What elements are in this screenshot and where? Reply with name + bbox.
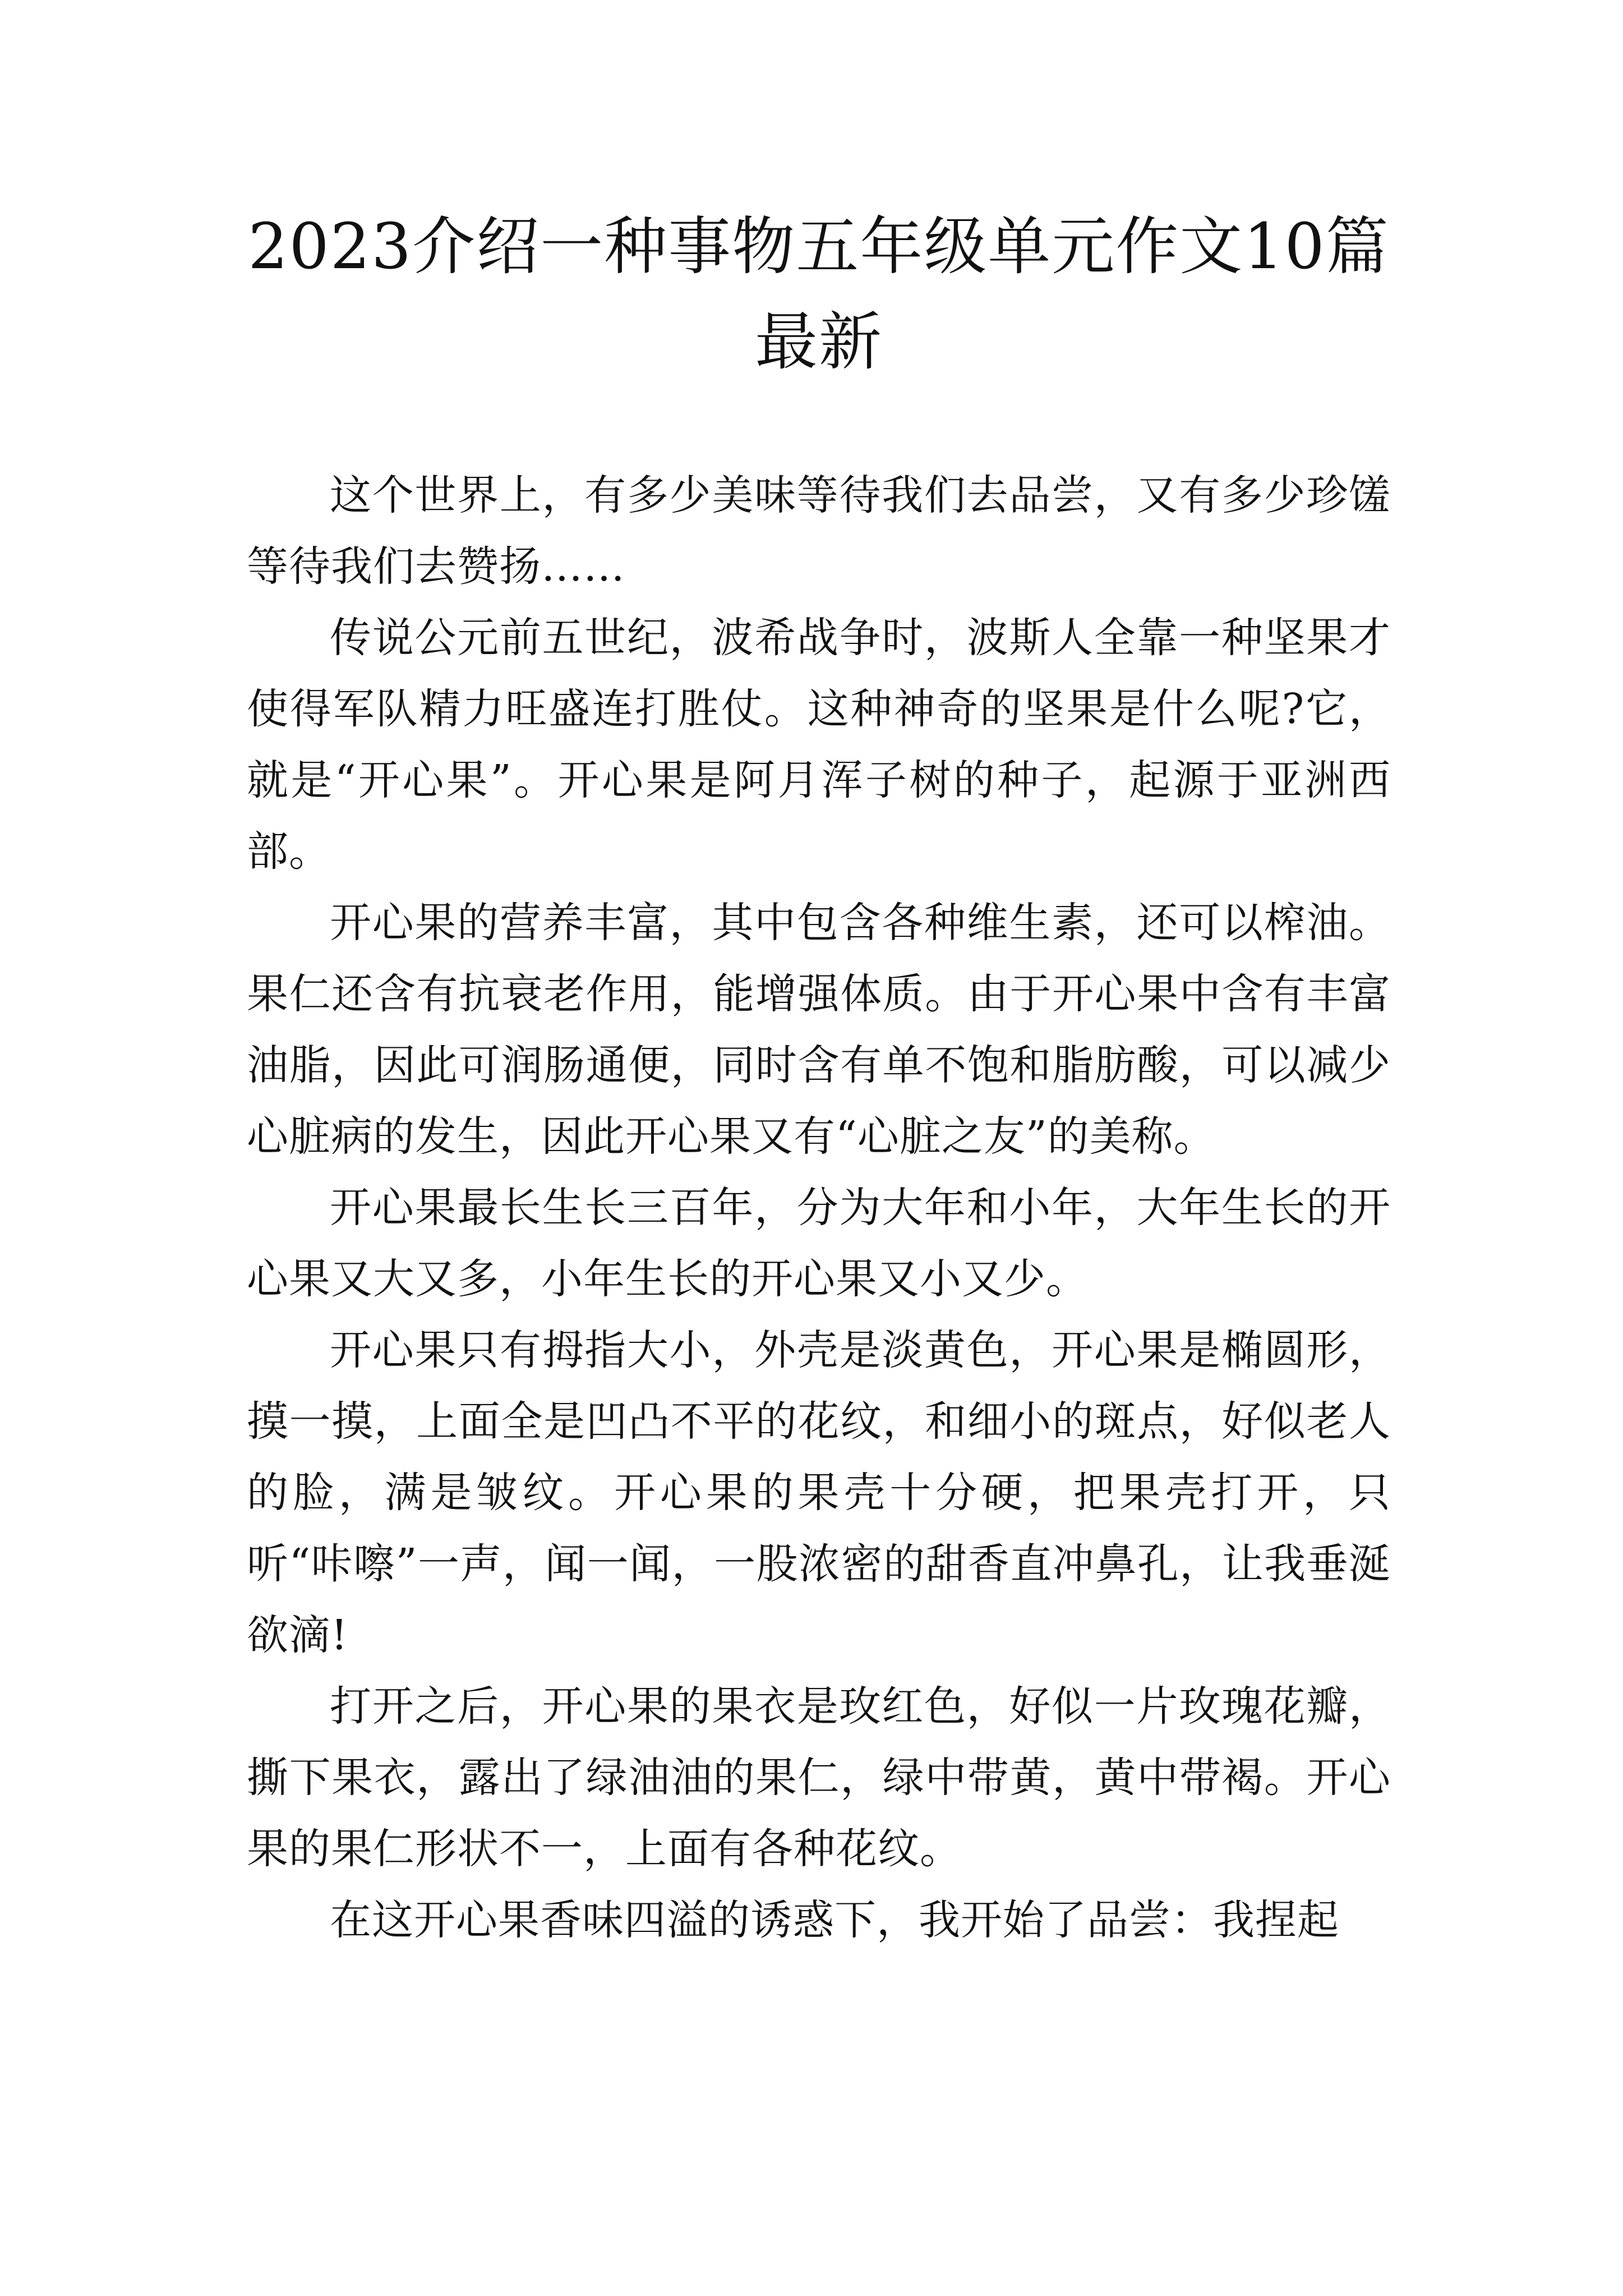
paragraph: 开心果最长生长三百年，分为大年和小年，大年生长的开心果又大又多，小年生长的开心果又小又少。: [247, 1184, 1391, 1303]
paragraph: 开心果只有拇指大小，外壳是淡黄色，开心果是椭圆形，摸一摸，上面全是凹凸不平的花纹，和细小的斑点，好似老人的脸，满是皱纹。开心果的果壳十分硬，把果壳打开，只听“咔嚓”一声，闻一闻，一股浓密的甜香直冲鼻孔，让我垂涎欲滴!: [247, 1326, 1391, 1659]
paragraph: 开心果的营养丰富，其中包含各种维生素，还可以榨油。果仁还含有抗衰老作用，能增强体质。由于开心果中含有丰富油脂，因此可润肠通便，同时含有单不饱和脂肪酸，可以减少心脏病的发生，因此开心果又有“心脏之友”的美称。: [247, 899, 1391, 1161]
paragraph: 传说公元前五世纪，波希战争时，波斯人全靠一种坚果才使得军队精力旺盛连打胜仗。这种神奇的坚果是什么呢?它，就是“开心果”。开心果是阿月浑子树的种子，起源于亚洲西部。: [247, 614, 1391, 876]
paragraph: 这个世界上，有多少美味等待我们去品尝，又有多少珍馐等待我们去赞扬……: [247, 471, 1391, 591]
document-body: [247, 460, 1391, 1956]
paragraph: 打开之后，开心果的果衣是玫红色，好似一片玫瑰花瓣，撕下果衣，露出了绿油油的果仁，绿中带黄，黄中带褐。开心果的果仁形状不一，上面有各种花纹。: [247, 1682, 1391, 1873]
document-title: 2023介绍一种事物五年级单元作文10篇最新: [248, 210, 1390, 379]
paragraph: 在这开心果香味四溢的诱惑下，我开始了品尝：我捏起: [330, 1896, 1339, 1944]
